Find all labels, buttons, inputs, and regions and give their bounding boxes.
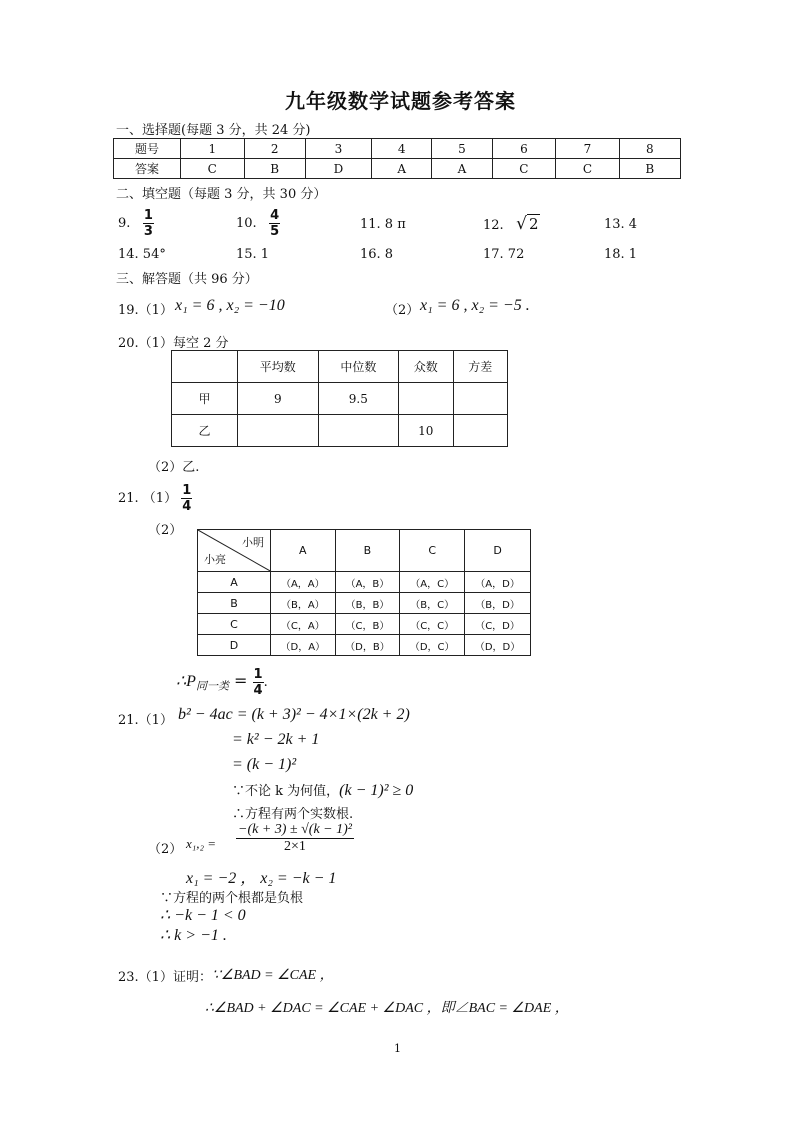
- q21b-line1: b² − 4ac = (k + 3)² − 4×1×(2k + 2): [178, 706, 410, 723]
- q21a-fraction: $\frac{1}{4}$: [182, 483, 192, 514]
- q9-fraction: $\frac{1}{3}$: [143, 208, 153, 239]
- col-header: A: [271, 530, 336, 572]
- mc-answer: D: [305, 159, 371, 179]
- row-header: A: [198, 572, 271, 593]
- outcome-cell: （D，A）: [271, 635, 336, 656]
- period: .: [263, 675, 268, 690]
- section-3-heading: 三、解答题（共 96 分）: [116, 272, 258, 287]
- q21b-frac-num: −(k + 3) ± √(k − 1)²: [238, 822, 352, 837]
- q21b-x12: x₁,₂ =: [186, 836, 217, 851]
- l4-math: (k − 1)² ≥ 0: [339, 782, 414, 799]
- row-header: B: [198, 593, 271, 614]
- fill-q15: 15. 1: [236, 247, 270, 262]
- q21b-line5: ∴方程有两个实数根.: [232, 807, 354, 822]
- mc-number: 2: [244, 139, 305, 159]
- stats-cell: 乙: [172, 415, 238, 447]
- outcome-cell: （A，A）: [271, 572, 336, 593]
- sqrt-symbol: √: [516, 214, 527, 234]
- mc-answer: A: [432, 159, 492, 179]
- outcome-cell: （C，C）: [400, 614, 465, 635]
- outcome-cell: （C，D）: [465, 614, 531, 635]
- corner-top-label: 小明: [242, 536, 264, 549]
- fill-q11: 11. 8 π: [360, 217, 406, 232]
- fill-q17: 17. 72: [483, 247, 525, 262]
- mc-answer: B: [619, 159, 680, 179]
- q19-label: 19.（1）: [118, 303, 173, 318]
- outcome-cell: （C，A）: [271, 614, 336, 635]
- q12-radicand: 2: [528, 215, 539, 233]
- q10-fraction: $\frac{4}{5}$: [270, 208, 280, 239]
- outcome-cell: （D，D）: [465, 635, 531, 656]
- fill-q16: 16. 8: [360, 247, 394, 262]
- q21b-s3: ∴ k > −1 .: [160, 927, 227, 944]
- stats-cell: 甲: [172, 383, 238, 415]
- outcome-cell: （B，D）: [465, 593, 531, 614]
- outcome-cell: （A，B）: [335, 572, 400, 593]
- q21a-part1: [118, 483, 192, 514]
- mc-row-label-number: 题号: [114, 139, 181, 159]
- outcome-cell: （B，B）: [335, 593, 400, 614]
- fill-q18: 18. 1: [604, 247, 638, 262]
- mc-number: 3: [305, 139, 371, 159]
- fill-q10: [236, 208, 280, 239]
- mc-answer: C: [181, 159, 245, 179]
- stats-cell: [318, 415, 399, 447]
- mc-number: 1: [181, 139, 245, 159]
- outcome-cell: （D，B）: [335, 635, 400, 656]
- mc-row-label-answer: 答案: [114, 159, 181, 179]
- q21b-s1: ∵方程的两个根都是负根: [160, 891, 304, 906]
- section-2-heading: 二、填空题（每题 3 分，共 30 分）: [116, 187, 327, 202]
- q20-part2: （2）乙.: [148, 460, 200, 475]
- mc-number: 5: [432, 139, 492, 159]
- mc-answer: C: [556, 159, 620, 179]
- outcome-cell: （C，B）: [335, 614, 400, 635]
- q19-part1: x₁ = 6 , x₂ = −10: [175, 297, 285, 314]
- equals: =: [228, 671, 253, 690]
- stats-cell: [453, 415, 507, 447]
- q21b-line3: = (k − 1)²: [232, 756, 297, 773]
- mc-answer: A: [372, 159, 432, 179]
- q9-label: 9.: [118, 216, 131, 231]
- stats-header: 中位数: [318, 351, 399, 383]
- q21b-label: 21.（1）: [118, 713, 173, 728]
- q20-stats-table: [171, 350, 508, 447]
- q23-line2: ∴∠BAD + ∠DAC = ∠CAE + ∠DAC ，即∠BAC = ∠DAE ，: [205, 1001, 569, 1016]
- q21b-fraction: [236, 822, 354, 855]
- row-header: D: [198, 635, 271, 656]
- row-header: C: [198, 614, 271, 635]
- mc-number: 4: [372, 139, 432, 159]
- outcome-cell: （B，A）: [271, 593, 336, 614]
- outcome-cell: （A，D）: [465, 572, 531, 593]
- stats-cell: 10: [399, 415, 453, 447]
- stats-cell: [238, 415, 319, 447]
- prob-subscript: 同一类: [195, 679, 229, 693]
- q21a-conclusion: [176, 667, 268, 698]
- outcome-cell: （D，C）: [400, 635, 465, 656]
- q21b-roots: x₁ = −2 ， x₂ = −k − 1: [186, 870, 337, 887]
- q20-label: 20.（1）每空 2 分: [118, 336, 229, 351]
- q21b-frac-den: 2×1: [284, 839, 306, 854]
- corner-bottom-label: 小亮: [204, 553, 226, 566]
- stats-cell: 9.5: [318, 383, 399, 415]
- mc-answer: B: [244, 159, 305, 179]
- q21a-part2-label: （2）: [148, 523, 183, 538]
- prob-fraction: $\frac{1}{4}$: [253, 667, 263, 698]
- q10-label: 10.: [236, 216, 257, 231]
- diagonal-header-cell: [198, 530, 271, 572]
- stats-cell: [399, 383, 453, 415]
- q12-label: 12.: [483, 218, 504, 233]
- q21a-outcome-table: [197, 529, 531, 656]
- col-header: C: [400, 530, 465, 572]
- stats-header: 方差: [453, 351, 507, 383]
- stats-header: 平均数: [238, 351, 319, 383]
- outcome-cell: （A，C）: [400, 572, 465, 593]
- prob-symbol: ∴P: [176, 673, 196, 690]
- mc-number: 7: [556, 139, 620, 159]
- fill-q12: [483, 214, 540, 234]
- q23-label: 23.（1）证明：: [118, 970, 212, 985]
- stats-cell: [453, 383, 507, 415]
- q23-line1: ∵∠BAD = ∠CAE ，: [212, 968, 334, 983]
- mc-number: 6: [492, 139, 556, 159]
- q21b-part2-label: （2）: [148, 842, 183, 857]
- q21b-s2: ∴ −k − 1 < 0: [160, 907, 246, 924]
- fill-q9: [118, 208, 154, 239]
- q19-label2: （2）: [385, 303, 420, 318]
- stats-cell: 9: [238, 383, 319, 415]
- page-number: 1: [394, 1042, 401, 1055]
- multiple-choice-table: [113, 138, 681, 179]
- fill-q13: 13. 4: [604, 217, 638, 232]
- mc-answer: C: [492, 159, 556, 179]
- fill-q14: 14. 54°: [118, 247, 166, 262]
- stats-header: 众数: [399, 351, 453, 383]
- q19-part2: x₁ = 6 , x₂ = −5 .: [420, 297, 530, 314]
- page-title: 九年级数学试题参考答案: [285, 89, 516, 113]
- section-1-heading: 一、选择题(每题 3 分，共 24 分): [116, 123, 311, 138]
- col-header: D: [465, 530, 531, 572]
- outcome-cell: （B，C）: [400, 593, 465, 614]
- q21a-label: 21. （1）: [118, 491, 178, 506]
- l4-text: ∵不论 k 为何值，: [232, 784, 340, 799]
- mc-number: 8: [619, 139, 680, 159]
- stats-header: [172, 351, 238, 383]
- q21b-line4: [232, 780, 413, 800]
- col-header: B: [335, 530, 400, 572]
- q21b-line2: = k² − 2k + 1: [232, 731, 320, 748]
